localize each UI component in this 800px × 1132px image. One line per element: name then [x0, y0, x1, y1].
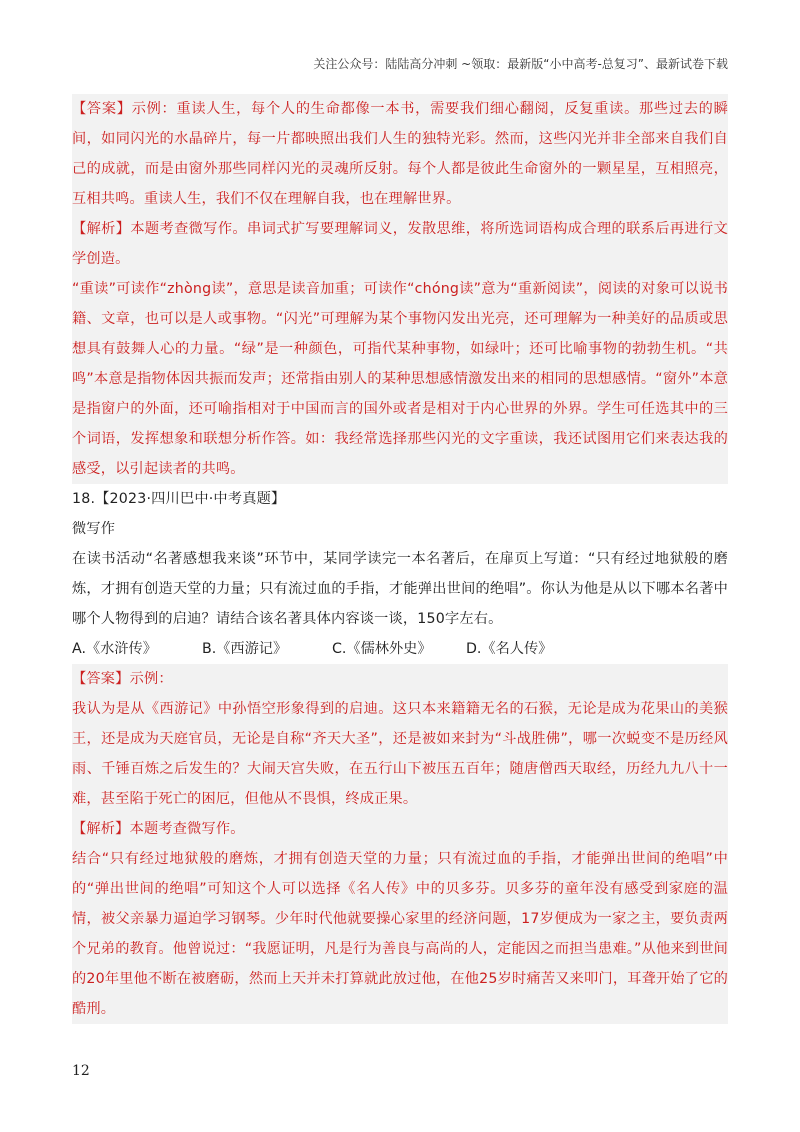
- answer-block-18: [72, 664, 728, 1024]
- analysis-paragraph: [72, 814, 728, 844]
- analysis-tag: 【解析】: [72, 821, 130, 837]
- analysis-text: 本题考查微写作。串词式扩写要理解词义，发散思维，将所选词语构成合理的联系后再进行文学创造。: [72, 221, 728, 267]
- answer-block-17: [72, 94, 728, 484]
- option-d: D.《名人传》: [466, 641, 553, 657]
- question-prompt: 在读书活动“名著感想我来谈”环节中，某同学读完一本名著后，在扉页上写道：“只有经过地狱般的磨炼，才拥有创造天堂的力量；只有流过血的手指，才能弹出世间的绝唱”。你认为他是从以下哪本名著中哪个人物得到的启迪？请结合该名著具体内容谈一谈，150字左右。: [72, 551, 728, 627]
- question-options: [72, 634, 728, 664]
- question-18: [72, 484, 728, 664]
- page-number: 12: [72, 1063, 90, 1079]
- answer-text: 示例：重读人生，每个人的生命都像一本书，需要我们细心翻阅，反复重读。那些过去的瞬间，如同闪光的水晶碎片，每一片都映照出我们人生的独特光彩。然而，这些闪光并非全部来自我们自己的成就，而是由窗外那些同样闪光的灵魂所反射。每个人都是彼此生命窗外的一颗星星，互相照亮，互相共鸣。重读人生，我们不仅在理解自我，也在理解世界。: [72, 101, 728, 207]
- option-b: B.《西游记》: [202, 641, 288, 657]
- answer-tag: 【答案】: [72, 101, 132, 117]
- analysis-detail: 结合“只有经过地狱般的磨炼，才拥有创造天堂的力量；只有流过血的手指，才能弹出世间的绝唱”中的“弹出世间的绝唱”可知这个人可以选择《名人传》中的贝多芬。贝多芬的童年没有感受到家庭的温情，被父亲暴力逼迫学习钢琴。少年时代他就要操心家里的经济问题，17岁便成为一家之主，要负责两个兄弟的教育。他曾说过：“我愿证明，凡是行为善良与高尚的人，定能因之而担当患难。”从他来到世间的20年里他不断在被磨砺，然而上天并未打算就此放过他，在他25岁时痛苦又来叩门，耳聋开始了它的酷刑。: [72, 851, 728, 1017]
- answer-paragraph: [72, 664, 728, 694]
- answer-paragraph: [72, 94, 728, 214]
- option-a: A.《水浒传》: [72, 641, 157, 657]
- answer-text: 我认为是从《西游记》中孙悟空形象得到的启迪。这只本来籍籍无名的石猴，无论是成为花果山的美猴王，还是成为天庭官员，无论是自称“齐天大圣”，还是被如来封为“斗战胜佛”，哪一次蜕变不是历经风雨、千锤百炼之后发生的？大闹天宫失败，在五行山下被压五百年；随唐僧西天取经，历经九九八十一难，甚至陷于死亡的困厄，但他从不畏惧，终成正果。: [72, 701, 728, 807]
- analysis-paragraph: [72, 214, 728, 274]
- analysis-tag: 【解析】: [72, 221, 131, 237]
- option-c: C.《儒林外史》: [332, 641, 432, 657]
- page-header: 关注公众号：陆陆高分冲刺 ~领取：最新版“小中高考-总复习”、最新试卷下载: [313, 57, 728, 71]
- analysis-detail: “重读”可读作“zhòng读”，意思是读音加重；可读作“chóng读”意为“重新阅读”，阅读的对象可以说书籍、文章，也可以是人或事物。“闪光”可理解为某个事物闪发出光亮，还可理解为一种美好的品质或思想具有鼓舞人心的力量。“绿”是一种颜色，可指代某种事物，如绿叶；还可比喻事物的勃勃生机。“共鸣”本意是指物体因共振而发声；还常指由别人的某种思想感情激发出来的相同的思想感情。“窗外”本意是指窗户的外面，还可喻指相对于中国而言的国外或者是相对于内心世界的外界。学生可任选其中的三个词语，发挥想象和联想分析作答。如：我经常选择那些闪光的文字重读，我还试图用它们来表达我的感受，以引起读者的共鸣。: [72, 281, 728, 477]
- question-subtitle: 微写作: [72, 521, 116, 537]
- answer-head: 示例：: [129, 671, 173, 687]
- page-content: [72, 94, 728, 1024]
- answer-tag: 【答案】: [72, 671, 130, 687]
- question-title: 18.【2023·四川巴中·中考真题】: [72, 491, 286, 507]
- analysis-text: 本题考查微写作。: [129, 821, 245, 837]
